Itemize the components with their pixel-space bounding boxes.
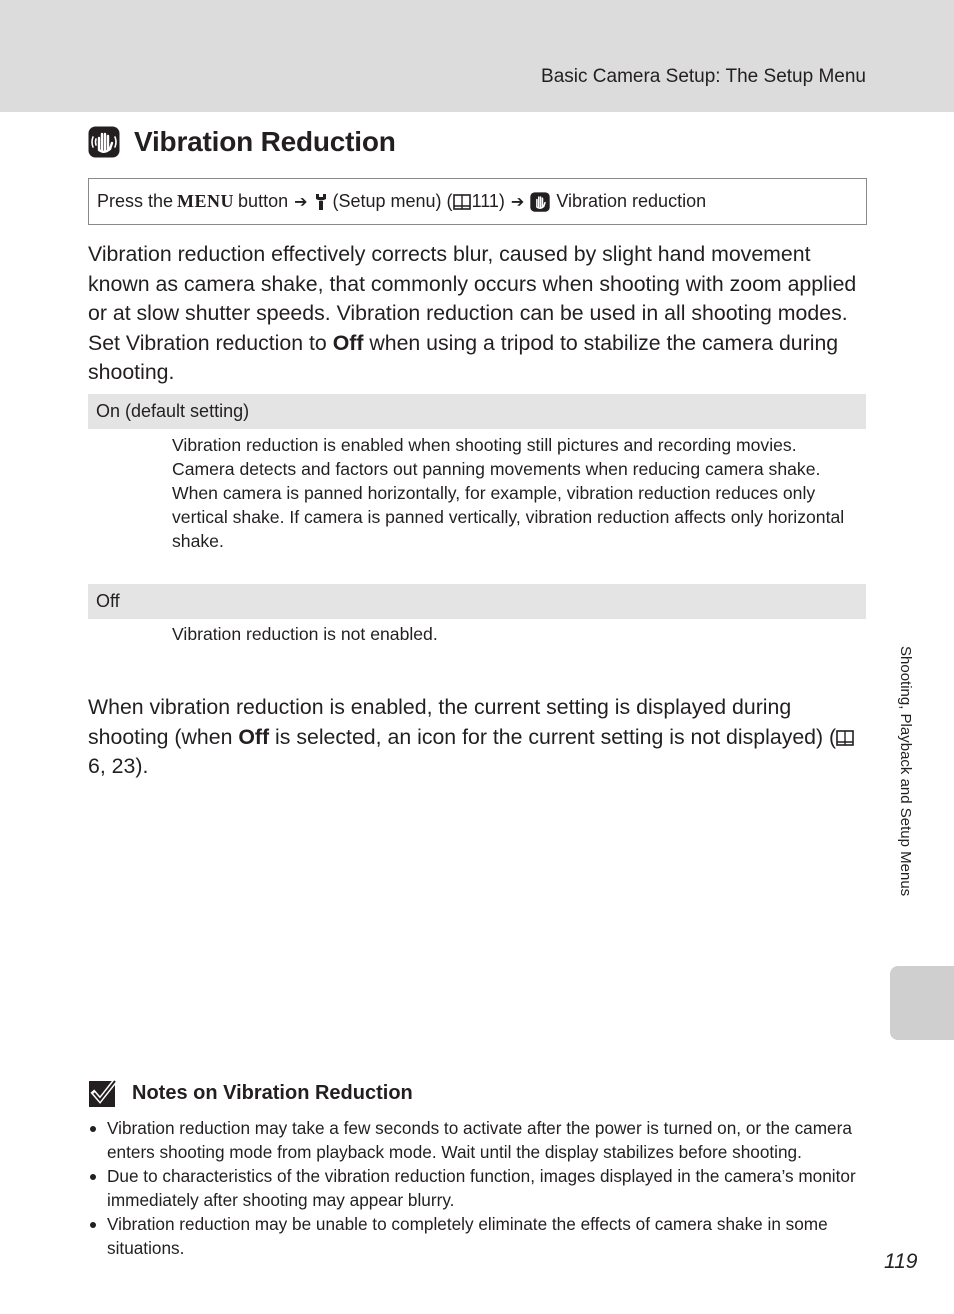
wrench-icon	[314, 193, 328, 211]
option-off-description	[172, 622, 862, 646]
note-item: Vibration reduction may be unable to completely eliminate the effects of camera shake in some situations.	[88, 1212, 868, 1260]
section-header: Basic Camera Setup: The Setup Menu	[541, 66, 866, 87]
option-on-desc-2: When camera is panned horizontally, for example, vibration reduction reduces only vertical shake. If camera is panned vertically, vibration reduction affects only horizontal shake.	[172, 483, 845, 551]
book-ref-icon	[453, 194, 471, 210]
intro-bold-off: Off	[332, 330, 364, 355]
option-on-description	[172, 433, 862, 553]
followup-text-2: is selected, an icon for the current setting is not displayed) (	[269, 724, 837, 749]
option-off-header: Off	[88, 584, 866, 619]
page-title-row	[88, 122, 396, 162]
followup-bold-off: Off	[238, 724, 270, 749]
followup-paragraph	[88, 693, 868, 782]
intro-paragraph	[88, 240, 868, 388]
note-item: Vibration reduction may take a few seconds to activate after the power is turned on, or the camera enters shooting mode from playback mode. Wait until the display stabilizes before shooting.	[88, 1116, 868, 1164]
menu-path-setup: (Setup menu) (	[332, 191, 453, 211]
menu-path-ref: 111)	[471, 191, 505, 211]
option-on-header: On (default setting)	[88, 394, 866, 429]
notes-header	[88, 1077, 413, 1109]
menu-path-box	[88, 178, 867, 225]
page-title: Vibration Reduction	[134, 126, 396, 157]
option-off-desc-1: Vibration reduction is not enabled.	[172, 624, 438, 644]
notes-title: Notes on Vibration Reduction	[132, 1081, 413, 1104]
right-arrow-icon: ➔	[510, 193, 525, 211]
page-number: 119	[884, 1250, 918, 1273]
menu-button-label: MENU	[177, 191, 235, 211]
intro-text-1: Vibration reduction effectively corrects blur, caused by slight hand movement known as camera shake, that commonly occurs when shooting with zoom applied or at slow shutter speeds. Vibration reduction can be used in all shooting modes. Set Vibration reduction to	[88, 242, 857, 355]
followup-text-1: When vibration reduction is enabled, the current setting is displayed during shooting (when	[88, 695, 792, 749]
header-band	[0, 0, 954, 112]
vibration-reduction-hand-icon	[530, 192, 550, 212]
right-arrow-icon: ➔	[294, 193, 308, 211]
note-item: Due to characteristics of the vibration reduction function, images displayed in the camera’s monitor immediately after shooting may appear blurry.	[88, 1164, 868, 1212]
menu-path-press: Press the	[97, 191, 174, 211]
option-on-desc-1: Vibration reduction is enabled when shooting still pictures and recording movies. Camera detects and factors out panning movements when reducing camera shake.	[172, 435, 821, 479]
intro-text-2: when using a tripod to stabilize the camera during shooting.	[88, 330, 839, 385]
side-tab-label: Shooting, Playback and Setup Menus	[897, 646, 914, 897]
notes-list	[88, 1116, 868, 1260]
vibration-reduction-hand-icon	[88, 126, 120, 158]
menu-path-item: Vibration reduction	[556, 191, 707, 211]
menu-path-button: button	[238, 191, 289, 211]
followup-ref: 6, 23).	[88, 754, 149, 779]
book-ref-icon	[836, 730, 854, 746]
side-tab-marker	[890, 966, 954, 1040]
check-note-icon	[88, 1078, 118, 1108]
